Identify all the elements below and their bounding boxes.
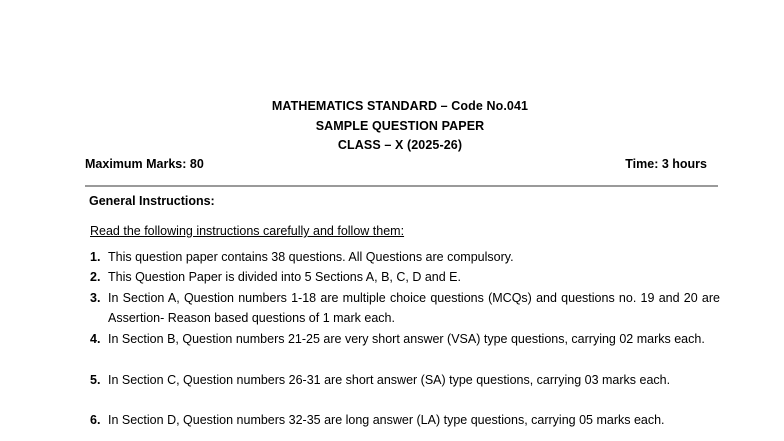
instruction-text: This question paper contains 38 questions. All Questions are compulsory. bbox=[108, 250, 514, 264]
maximum-marks: Maximum Marks: 80 bbox=[85, 157, 204, 171]
instruction-number: 6. bbox=[90, 413, 101, 427]
instruction-number: 1. bbox=[90, 250, 101, 264]
marks-time-row bbox=[85, 157, 707, 171]
instructions-heading: General Instructions: bbox=[89, 194, 215, 208]
class-label: CLASS – X (2025-26) bbox=[337, 138, 463, 152]
instruction-number: 3. bbox=[90, 291, 101, 305]
instruction-text: In Section C, Question numbers 26-31 are short answer (SA) type questions, carrying 03 marks each. bbox=[108, 373, 671, 387]
instruction-text: In Section B, Question numbers 21-25 are very short answer (VSA) type questions, carrying 02 marks each. bbox=[108, 332, 705, 346]
instruction-number: 4. bbox=[90, 332, 101, 346]
instruction-number: 5. bbox=[90, 373, 101, 387]
instruction-item bbox=[90, 410, 720, 430]
instruction-item bbox=[90, 247, 720, 267]
paper-title: MATHEMATICS STANDARD – Code No.041 bbox=[271, 99, 529, 113]
instruction-item bbox=[90, 267, 720, 287]
instruction-text: In Section D, Question numbers 32-35 are long answer (LA) type questions, carrying 05 marks each. bbox=[108, 413, 665, 427]
header-divider bbox=[85, 185, 718, 187]
instruction-number: 2. bbox=[90, 270, 101, 284]
paper-subtitle: SAMPLE QUESTION PAPER bbox=[315, 119, 485, 133]
instruction-item bbox=[90, 288, 720, 328]
instruction-text: This Question Paper is divided into 5 Sections A, B, C, D and E. bbox=[108, 270, 461, 284]
instruction-item bbox=[90, 370, 720, 390]
time-allowed: Time: 3 hours bbox=[625, 157, 707, 171]
instruction-item bbox=[90, 329, 720, 349]
instruction-text: In Section A, Question numbers 1-18 are multiple choice questions (MCQs) and questions no. 19 and 20 are Assertion- Reason based questions of 1 mark each. bbox=[108, 291, 720, 325]
instructions-intro: Read the following instructions carefully and follow them: bbox=[90, 224, 405, 238]
